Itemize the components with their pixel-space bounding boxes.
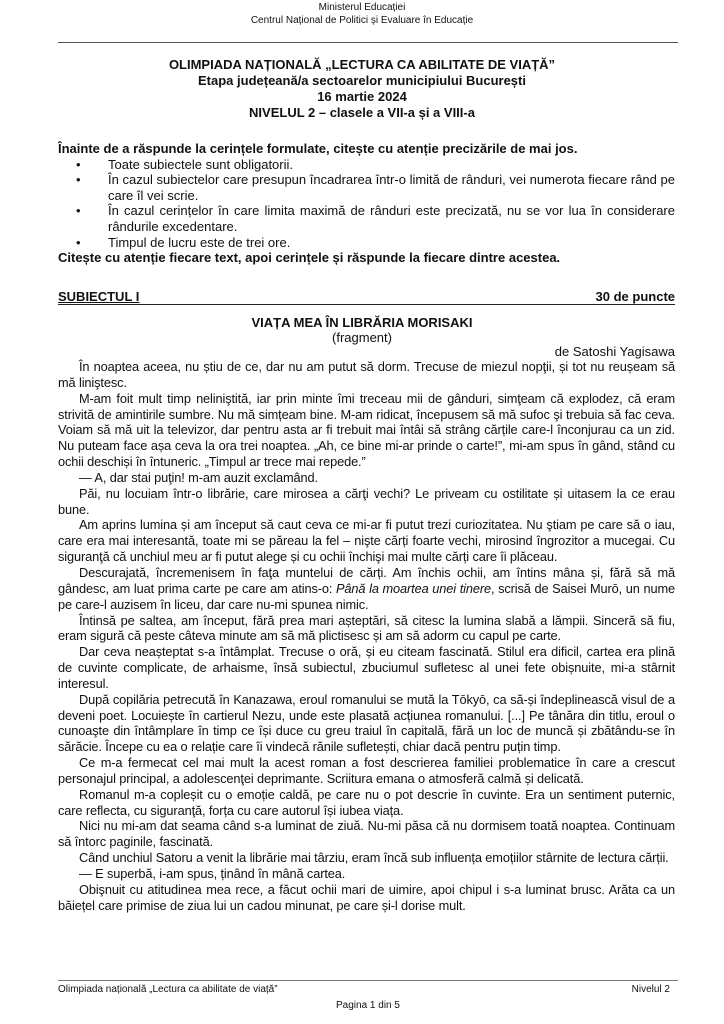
level-line: NIVELUL 2 – clasele a VII-a și a VIII-a [249, 105, 475, 120]
instructions-list [58, 157, 675, 251]
center-name: Centrul Național de Politici și Evaluare în Educație [250, 14, 474, 26]
header-divider [58, 42, 678, 43]
instructions [58, 141, 675, 266]
exam-title [0, 57, 724, 121]
paragraph: — E superbă, i-am spus, ținând în mână cartea. [79, 866, 346, 881]
paragraph: Dar ceva neașteptat s-a întâmplat. Trecuse o oră, și eu citeam fascinată. Stilul era dificil, cartea era plină de cuvinte complicate, de arhaisme, însă subiectul, zbuciumul sufletesc al unei fete obișnuite, mi-a stârnit interesul. [58, 644, 675, 691]
page-header [0, 2, 724, 27]
paragraph: Păi, nu locuiam într-o librărie, care mirosea a cărţi vechi? Le priveam cu ostilitate și uitasem la ce erau bune. [58, 485, 675, 517]
instruction-item: • În cazul subiectelor care presupun încadrarea într-o limită de rânduri, vei numerota fiecare rând pe care îl vei scrie. [108, 172, 675, 203]
paragraph: Nici nu mi-am dat seama când s-a luminat de ziuă. Nu-mi păsa că nu dormisem toată noaptea. Continuam să întorc paginile, fascinată. [58, 818, 675, 850]
paragraph: — A, dar stai puţin! m-am auzit exclamând. [79, 469, 318, 485]
instruction-item: • În cazul cerințelor în care limita maximă de rânduri este precizată, nu se vor lua în considerare rândurile excedentare. [108, 203, 675, 234]
paragraph: Ce m-a fermecat cel mai mult la acest roman a fost descrierea familiei problematice în care a crescut personajul principal, a adolescenţei deprimante. Scriitura emana o atmosferă calmă și delicată. [58, 755, 675, 786]
paragraph: Întinsă pe saltea, am început, fără prea mari așteptări, să citesc la lumina slabă a lămpii. Sinceră să fiu, eram sigură că peste câteva minute am să mă plictisesc și am să adorm cu capul pe carte. [58, 612, 675, 644]
subject-header [58, 289, 675, 305]
date-line: 16 martie 2024 [317, 89, 407, 104]
paragraph: M-am foit mult timp neliniştită, iar prin minte îmi treceau mii de gânduri, simţeam că explodez, că eram strivită de amintirile sumbre. Nu mă simțeam bine. M-am ridicat, începusem să mă sufoc şi trebuia să fac ceva. Voiam să mă uit la televizor, dar pentru asta ar fi trebuit mai întâi să strâng cărțile care-l înconjurau ca un zid. Nu puteam face așa ceva la ora trei noaptea. „Ah, ce bine mi-ar prinde o carte!”, mi-am spus în gând, stând cu ochii deschiși în întuneric. „Timpul ar trece mai repede.” [58, 390, 675, 470]
paragraph: În noaptea aceea, nu știu de ce, dar nu am putut să dorm. Trecuse de miezul nopţii, și tot nu reușeam să mă liniştesc. [58, 359, 675, 390]
footer-level: Nivelul 2 [631, 984, 670, 995]
paragraph: Obişnuit cu atitudinea mea rece, a făcut ochii mari de uimire, apoi chipul i s-a luminat brusc. Arăta ca un băiețel care primise de ziua lui un cadou minunat, pe care și-l dorise mult. [58, 881, 675, 913]
stage-line: Etapa județeană/a sectoarelor municipiului București [198, 73, 526, 88]
ministry-name: Ministerul Educației [318, 2, 406, 13]
title-line: OLIMPIADA NAȚIONALĂ „LECTURA CA ABILITATE DE VIAȚĂ” [168, 57, 556, 72]
subject-label: SUBIECTUL I [58, 289, 140, 304]
subject-points: 30 de puncte [595, 289, 675, 304]
instructions-intro: Înainte de a răspunde la cerințele formulate, citește cu atenție precizările de mai jos. [58, 141, 578, 156]
text-title: VIAȚA MEA ÎN LIBRĂRIA MORISAKI [251, 315, 473, 330]
text-author: de Satoshi Yagisawa [554, 344, 675, 359]
instruction-item: • Toate subiectele sunt obligatorii. [108, 157, 675, 173]
paragraph: Când unchiul Satoru a venit la librărie mai târziu, eram încă sub influența emoțiilor stârnite de lectura cărții. [79, 850, 669, 866]
paragraph: Romanul m-a copleșit cu o emoție caldă, pe care nu o pot descrie în cuvinte. Era un sentiment puternic, care reflecta, cu siguranţă, forța cu care autorul își iubea viața. [58, 786, 675, 818]
paragraph: După copilăria petrecută în Kanazawa, eroul romanului se mută la Tōkyō, ca să-și îndeplinească visul de a deveni poet. Locuiește în cartierul Nezu, unde este plasată acțiunea romanului. [...] Pe tânăra din titlu, eroul o cunoaşte din întâmplare în timp ce își duce cu greu traiul în capitală, fără un loc de muncă și zbătându-se în sărăcie. Începe cu ea o relație care îi vindecă rănile sufletești, chiar dacă pentru puțin timp. [58, 691, 675, 755]
instructions-outro: Citește cu atenție fiecare text, apoi cerințele și răspunde la fiecare dintre acestea. [58, 250, 561, 266]
instruction-item: • Timpul de lucru este de trei ore. [108, 235, 675, 251]
paragraph [58, 565, 675, 613]
text-heading [0, 316, 724, 345]
page-number: Pagina 1 din 5 [336, 1000, 400, 1011]
text-subtitle: (fragment) [332, 329, 392, 345]
footer-olympiad: Olimpiada națională „Lectura ca abilitate de viață” [58, 984, 278, 995]
book-title: Până la moartea unei tinere [336, 580, 491, 596]
paragraph: Am aprins lumina și am început să caut ceva ce mi-ar fi putut trezi curiozitatea. Nu ştiam pe care să o iau, care era mai interesantă, toate mi se păreau la fel – nişte cărți foarte vechi, mirosind îngrozitor a mucegai. Cu siguranţă că unchiul meu ar fi putut alege și cu ochii închişi mai multe cărți care îi plăceau. [58, 517, 675, 565]
paragraph-text: , scrisă de Saisei Murō, un nume pe care-l auzisem în liceu, dar care nu-mi spunea nimic. [58, 580, 675, 612]
paragraph-text: Descurajată, încremenisem în faţa muntelui de cărți. Am închis ochii, am întins mâna și, fără să mă gândesc, am luat prima carte pe care am atins-o: [58, 564, 675, 596]
text-body [58, 359, 675, 914]
footer-divider [58, 980, 678, 981]
